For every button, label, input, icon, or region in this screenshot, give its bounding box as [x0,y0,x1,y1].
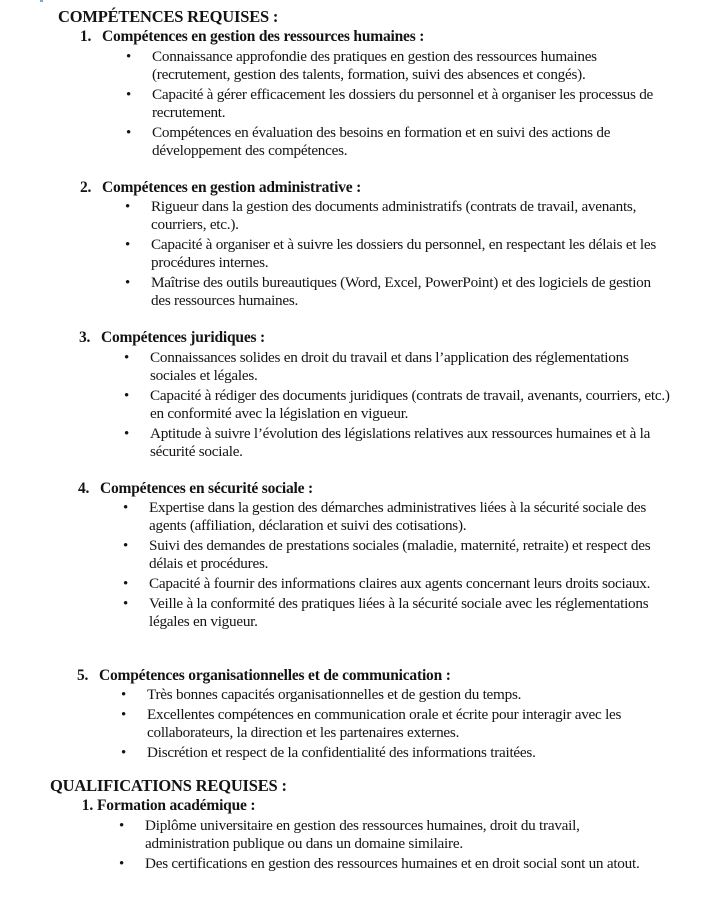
bullet-icon: • [126,125,132,141]
group-title-text: Compétences en gestion des ressources humaines : [102,28,425,45]
list-item: • Veille à la conformité des pratiques liées à la sécurité sociale avec les réglementations légales en vigueur. [123,594,649,630]
list-item: • Capacité à fournir des informations claires aux agents concernant leurs droits sociaux. [123,575,651,592]
list-item: • Excellentes compétences en communication orale et écrite pour interagir avec les collaborateurs, la direction et les partenaires externes. [121,705,622,741]
bullet-icon: • [123,576,129,592]
list-item: • Compétences en évaluation des besoins en formation et en suivi des actions de développement des compétences. [126,124,611,160]
list-item: • Aptitude à suivre l’évolution des législations relatives aux ressources humaines et à la sécurité sociale. [124,425,651,461]
bullet-icon: • [119,818,125,834]
list-item: • Des certifications en gestion des ressources humaines et en droit social sont un atout. [119,855,640,872]
bullet-icon: • [125,275,131,291]
bullet-icon: • [124,426,130,442]
group-number: 1. [81,797,93,814]
bullet-icon: • [126,87,132,103]
list-item: • Maîtrise des outils bureautiques (Word, Excel, PowerPoint) et des logiciels de gestion des ressources humaines. [125,274,651,310]
group-title-administrative [80,178,361,197]
bullet-list-juridiques [124,349,675,463]
list-item: • Rigueur dans la gestion des documents administratifs (contrats de travail, avenants, courriers, etc.). [125,198,637,234]
bullet-list-organisationnelles [121,686,677,764]
scan-artifact [40,0,43,2]
group-title-text: Compétences en sécurité sociale : [100,480,313,497]
group-title-text: Formation académique : [97,797,256,814]
group-number: 5. [77,667,89,684]
group-title-rh [80,27,424,46]
bullet-icon: • [123,500,129,516]
bullet-icon: • [121,687,127,703]
group-title-text: Compétences juridiques : [101,329,265,346]
bullet-icon: • [123,538,129,554]
list-item: • Suivi des demandes de prestations sociales (maladie, maternité, retraite) et respect des délais et procédures. [123,537,651,573]
group-number: 1. [80,28,92,45]
list-item: • Expertise dans la gestion des démarches administratives liées à la sécurité sociale des agents (affiliation, déclaration et suivi des cotisations). [123,499,646,535]
group-number: 3. [79,329,91,346]
section-title-qualifications: QUALIFICATIONS REQUISES : [50,776,287,795]
list-item: • Discrétion et respect de la confidentialité des informations traitées. [121,743,536,761]
bullet-list-rh [126,48,672,162]
bullet-icon: • [123,595,129,612]
list-item: • Capacité à gérer efficacement les dossiers du personnel et à organiser les processus de recrutement. [126,86,654,122]
bullet-list-formation [119,817,655,875]
group-title-text: Compétences en gestion administrative : [102,179,362,196]
group-title-juridiques [79,328,265,347]
bullet-icon: • [121,706,127,723]
bullet-icon: • [125,237,131,253]
list-item: • Connaissance approfondie des pratiques en gestion des ressources humaines (recrutement, gestion des talents, formation, suivi des absences et congés). [126,48,597,84]
bullet-icon: • [126,49,132,65]
bullet-list-securite-sociale [123,499,669,633]
list-item: • Très bonnes capacités organisationnelles et de gestion du temps. [121,686,522,703]
group-title-organisationnelles [77,666,451,685]
bullet-icon: • [124,350,130,366]
group-title-text: Compétences organisationnelles et de communication : [99,667,451,684]
list-item: • Capacité à rédiger des documents juridiques (contrats de travail, avenants, courriers, etc.) en conformité avec la législation en vigueur. [124,387,670,423]
bullet-icon: • [124,388,130,404]
group-title-formation [55,796,255,815]
bullet-icon: • [121,744,127,761]
list-item: • Capacité à organiser et à suivre les dossiers du personnel, en respectant les délais et les procédures internes. [125,236,656,272]
list-item: • Connaissances solides en droit du travail et dans l’application des réglementations sociales et légales. [124,349,629,385]
bullet-icon: • [125,199,131,215]
group-number: 4. [78,480,90,497]
group-title-securite-sociale [78,479,313,498]
list-item: • Diplôme universitaire en gestion des ressources humaines, droit du travail, administration publique ou dans un domaine similaire. [119,817,580,853]
section-title-competences: COMPÉTENCES REQUISES : [58,7,279,26]
bullet-icon: • [119,856,125,872]
group-number: 2. [80,179,92,196]
bullet-list-administrative [125,198,666,312]
